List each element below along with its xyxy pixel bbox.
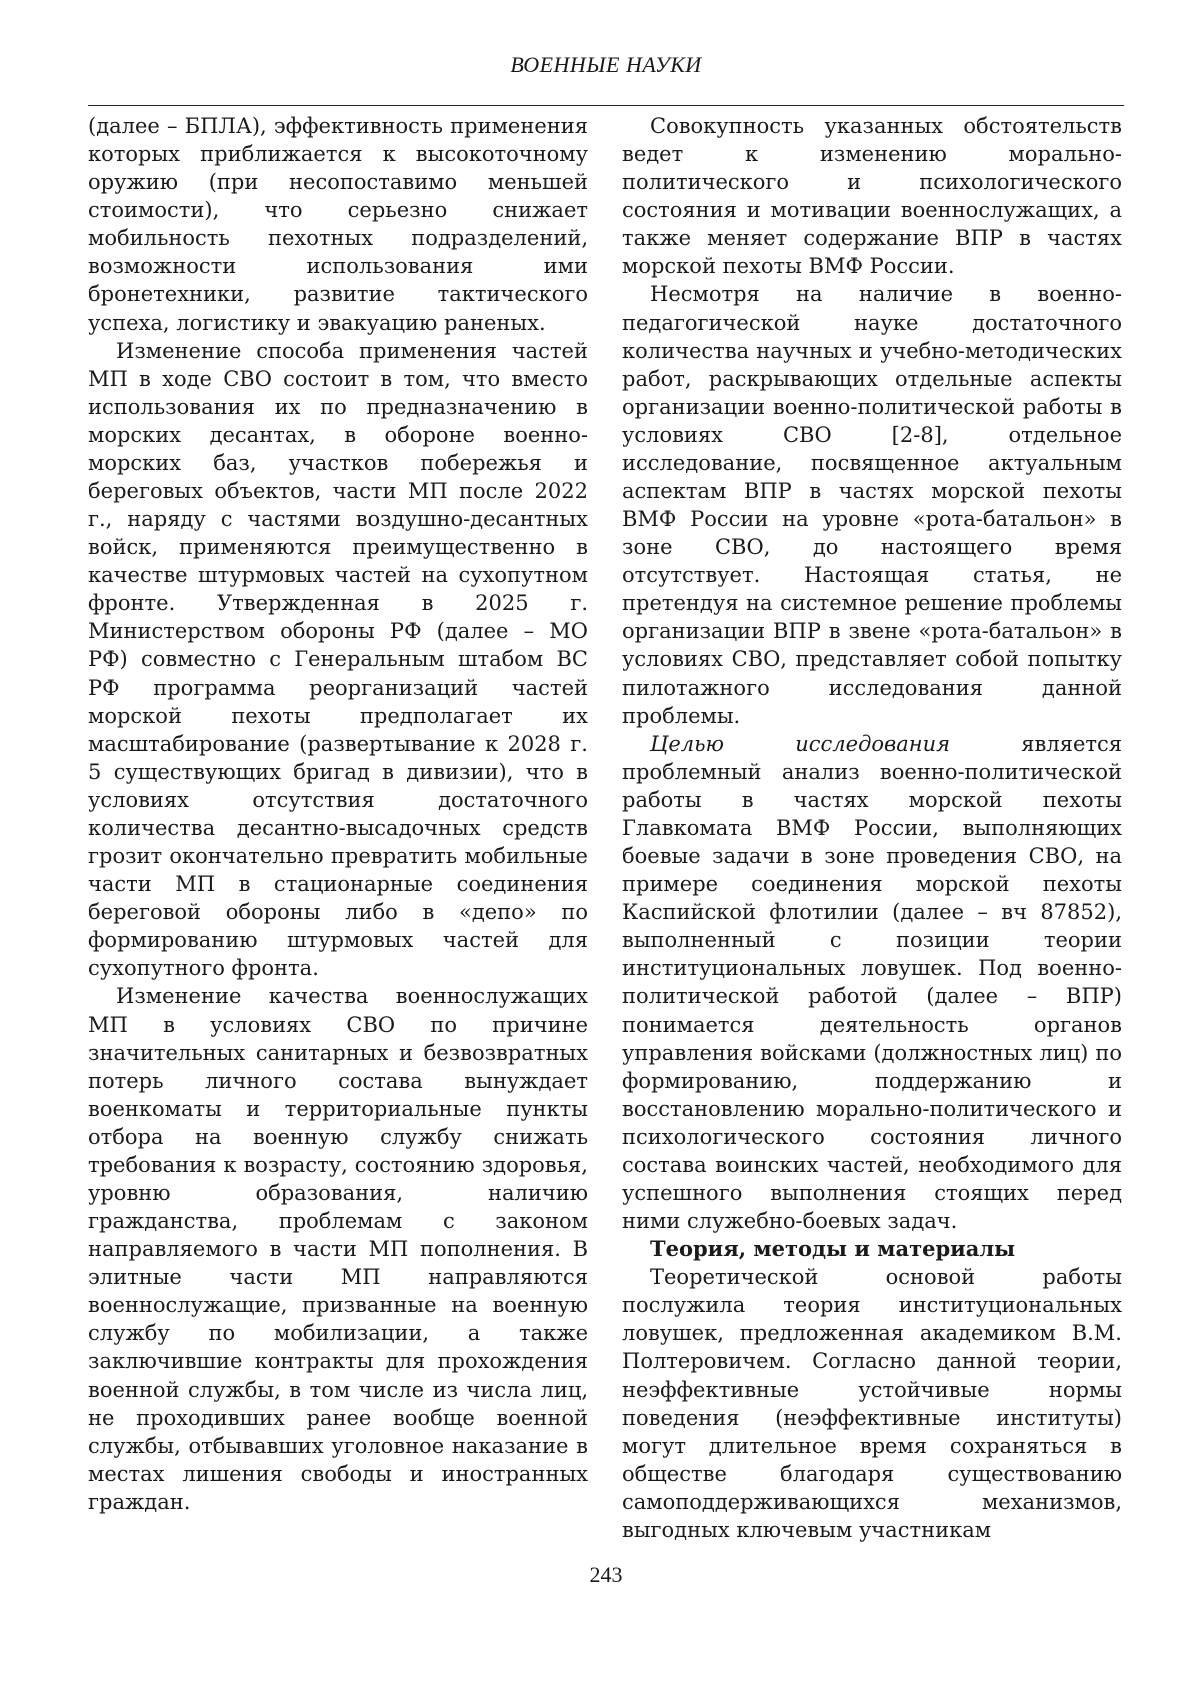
study-aim-emphasis: Целью исследования [650, 731, 951, 756]
left-paragraph-1: (далее – БПЛА), эффективность применения которых приближается к высокоточному оружию (при несопоставимо меньшей стоимости), что серьезно снижает мобильность пехотных подразделений, возможности использования ими бронетехники, развитие тактического успеха, логистику и эвакуацию раненых. [88, 114, 588, 335]
right-paragraph-1: Совокупность указанных обстоятельств ведет к изменению морально-политического и психологического состояния и мотивации военнослужащих, а также меняет содержание ВПР в частях морской пехоты ВМФ России. [622, 114, 1122, 279]
left-column [88, 112, 588, 1516]
right-paragraph-4: Теоретической основой работы послужила теория институциональных ловушек, предложенная академиком В.М. Полтеровичем. Согласно данной теории, неэффективные устойчивые нормы поведения (неэффективные институты) могут длительное время сохраняться в обществе благодаря существованию самоподдерживающихся механизмов, выгодных ключевым участникам [622, 1265, 1122, 1542]
right-paragraph-2: Несмотря на наличие в военно-педагогической науке достаточного количества научных и учебно-методических работ, раскрывающих отдельные аспекты организации военно-политической работы в условиях СВО [2-8], отдельное исследование, посвященное актуальным аспектам ВПР в частях морской пехоты ВМФ России на уровне «рота-батальон» в зоне СВО, до настоящего время отсутствует. Настоящая статья, не претендуя на системное решение проблемы организации ВПР в звене «рота-батальон» в условиях СВО, представляет собой попытку пилотажного исследования данной проблемы. [622, 282, 1122, 728]
study-aim-text: является проблемный анализ военно-политической работы в частях морской пехоты Главкомата ВМФ России, выполняющих боевые задачи в зоне проведения СВО, на примере соединения морской пехоты Каспийской флотилии (далее – вч 87852), выполненный с позиции теории институциональных ловушек. Под военно-политической работой (далее – ВПР) понимается деятельность органов управления войсками (должностных лиц) по формированию, поддержанию и восстановлению морально-политического и психологического состояния личного состава воинских частей, необходимого для успешного выполнения стоящих перед ними служебно-боевых задач. [622, 731, 1122, 1234]
running-header: ВОЕННЫЕ НАУКИ [510, 52, 702, 77]
left-paragraph-2: Изменение способа применения частей МП в ходе СВО состоит в том, что вместо использования их по предназначению в морских десантах, в обороне военно-морских баз, участков побережья и береговых объектов, части МП после 2022 г., наряду с частями воздушно-десантных войск, применяются преимущественно в качестве штурмовых частей на сухопутном фронте. Утвержденная в 2025 г. Министерством обороны РФ (далее – МО РФ) совместно с Генеральным штабом ВС РФ программа реорганизаций частей морской пехоты предполагает их масштабирование (развертывание к 2028 г. 5 существующих бригад в дивизии), что в условиях отсутствия достаточного количества десантно-высадочных средств грозит окончательно превратить мобильные части МП в стационарные соединения береговой обороны либо в «депо» по формированию штурмовых частей для сухопутного фронта. [88, 338, 588, 981]
right-paragraph-3 [622, 730, 1122, 1235]
header-rule [88, 105, 1124, 106]
left-paragraph-3: Изменение качества военнослужащих МП в условиях СВО по причине значительных санитарных и безвозвратных потерь личного состава вынуждает военкоматы и территориальные пункты отбора на военную службу снижать требования к возрасту, состоянию здоровья, уровню образования, наличию гражданства, проблемам с законом направляемого в части МП пополнения. В элитные части МП направляются военнослужащие, призванные на военную службу по мобилизации, а также заключившие контракты для прохождения военной службы, в том числе из числа лиц, не проходивших ранее вообще военной службы, отбывавших уголовное наказание в местах лишения свободы и иностранных граждан. [88, 984, 588, 1514]
page-number: 243 [589, 1562, 623, 1587]
right-column [622, 112, 1122, 1544]
section-heading: Теория, методы и материалы [650, 1236, 1016, 1262]
